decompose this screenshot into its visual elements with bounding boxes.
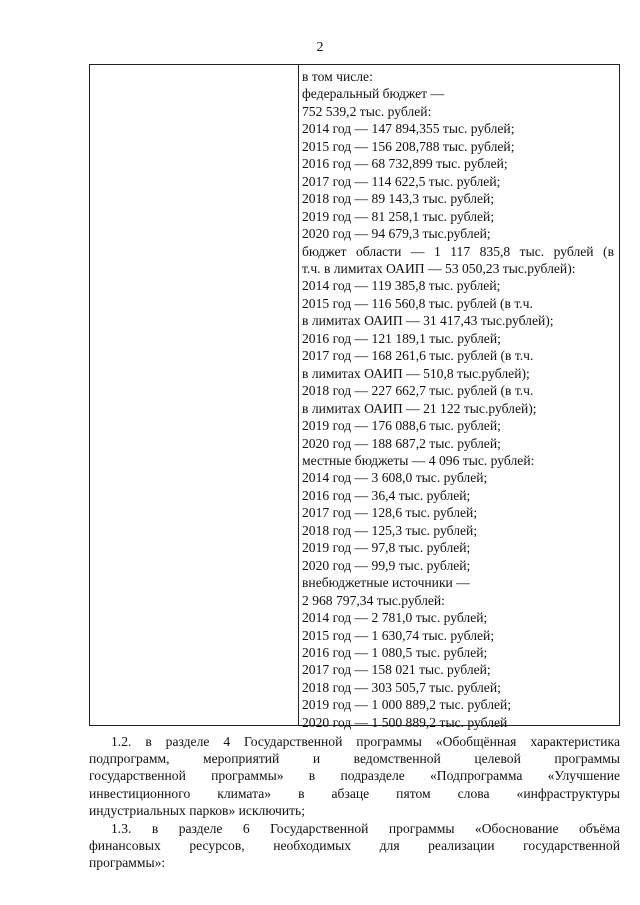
- table-cell-line: местные бюджеты — 4 096 тыс. рублей:: [302, 452, 535, 468]
- table-cell-line: 2017 год — 168 261,6 тыс. рублей (в т.ч.: [302, 348, 534, 364]
- table-cell-line: т.ч. в лимитах ОАИП — 53 050,23 тыс.рублей):: [302, 260, 576, 276]
- table-cell-line: 2017 год — 158 021 тыс. рублей;: [302, 662, 491, 678]
- table-cell-line: 2014 год — 119 385,8 тыс. рублей;: [302, 278, 501, 294]
- table-cell-line: 2019 год — 176 088,6 тыс. рублей;: [302, 418, 501, 434]
- table-column-divider: [298, 65, 299, 725]
- paragraph-1-3: [89, 820, 620, 872]
- paragraph-line: финансовых ресурсов, необходимых для реализации государственной: [89, 838, 620, 854]
- table-cell-line: 2020 год — 94 679,3 тыс.рублей;: [302, 226, 491, 242]
- paragraph-line: государственной программы» в подразделе «Подпрограмма «Улучшение: [89, 768, 620, 784]
- table-cell-line: 2017 год — 114 622,5 тыс. рублей;: [302, 173, 501, 189]
- table-cell-line: федеральный бюджет —: [302, 86, 445, 102]
- page-number: 2: [316, 40, 324, 55]
- table-cell-line: 2018 год — 303 505,7 тыс. рублей;: [302, 679, 501, 695]
- table-cell-line: 2019 год — 81 258,1 тыс. рублей;: [302, 208, 495, 224]
- table-cell-line: в лимитах ОАИП — 510,8 тыс.рублей);: [302, 365, 530, 381]
- paragraph-line: инвестиционного климата» в абзаце пятом слова «инфраструктуры: [89, 785, 620, 801]
- table-cell-line: в том числе:: [302, 69, 373, 84]
- paragraph-1-2: [89, 733, 620, 819]
- table-right-cell: [302, 68, 614, 731]
- table-cell-line: 2019 год — 1 000 889,2 тыс. рублей;: [302, 697, 512, 713]
- table-cell-line: 2016 год — 1 080,5 тыс. рублей;: [302, 644, 488, 660]
- table-cell-line: внебюджетные источники —: [302, 575, 470, 591]
- table-cell-line: 752 539,2 тыс. рублей:: [302, 103, 432, 119]
- table-cell-line: 2016 год — 68 732,899 тыс. рублей;: [302, 156, 508, 172]
- paragraph-line: программы»:: [89, 855, 166, 871]
- table-cell-line: 2015 год — 1 630,74 тыс. рублей;: [302, 627, 495, 643]
- table-cell-line: 2020 год — 1 500 889,2 тыс. рублей: [302, 714, 508, 730]
- financing-table: [89, 64, 620, 730]
- table-cell-line: 2014 год — 147 894,355 тыс. рублей;: [302, 121, 515, 137]
- table-cell-line: 2018 год — 89 143,3 тыс. рублей;: [302, 191, 495, 207]
- table-cell-line: 2016 год — 121 189,1 тыс. рублей;: [302, 330, 501, 346]
- table-cell-line: бюджет области — 1 117 835,8 тыс. рублей (в: [302, 243, 614, 259]
- table-cell-line: 2018 год — 125,3 тыс. рублей;: [302, 522, 478, 538]
- paragraph-line: индустриальных парков» исключить;: [89, 802, 306, 818]
- table-cell-line: в лимитах ОАИП — 31 417,43 тыс.рублей);: [302, 313, 554, 329]
- table-cell-line: 2 968 797,34 тыс.рублей:: [302, 592, 445, 608]
- table-cell-line: 2020 год — 188 687,2 тыс. рублей;: [302, 435, 501, 451]
- paragraph-line: подпрограмм, мероприятий и ведомственной целевой программы: [89, 751, 620, 767]
- table-cell-line: 2020 год — 99,9 тыс. рублей;: [302, 557, 471, 573]
- table-cell-line: 2018 год — 227 662,7 тыс. рублей (в т.ч.: [302, 383, 534, 399]
- table-cell-line: в лимитах ОАИП — 21 122 тыс.рублей);: [302, 400, 537, 416]
- paragraph-line: 1.3. в разделе 6 Государственной программы «Обоснование объёма: [111, 821, 620, 836]
- table-cell-line: 2015 год — 156 208,788 тыс. рублей;: [302, 138, 515, 154]
- table-cell-line: 2019 год — 97,8 тыс. рублей;: [302, 540, 471, 556]
- table-cell-line: 2014 год — 3 608,0 тыс. рублей;: [302, 470, 488, 486]
- paragraph-line: 1.2. в разделе 4 Государственной программы «Обобщённая характеристика: [111, 734, 620, 749]
- table-cell-line: 2015 год — 116 560,8 тыс. рублей (в т.ч.: [302, 295, 533, 311]
- table-cell-line: 2014 год — 2 781,0 тыс. рублей;: [302, 610, 488, 626]
- table-cell-line: 2017 год — 128,6 тыс. рублей;: [302, 505, 478, 521]
- table-cell-line: 2016 год — 36,4 тыс. рублей;: [302, 487, 471, 503]
